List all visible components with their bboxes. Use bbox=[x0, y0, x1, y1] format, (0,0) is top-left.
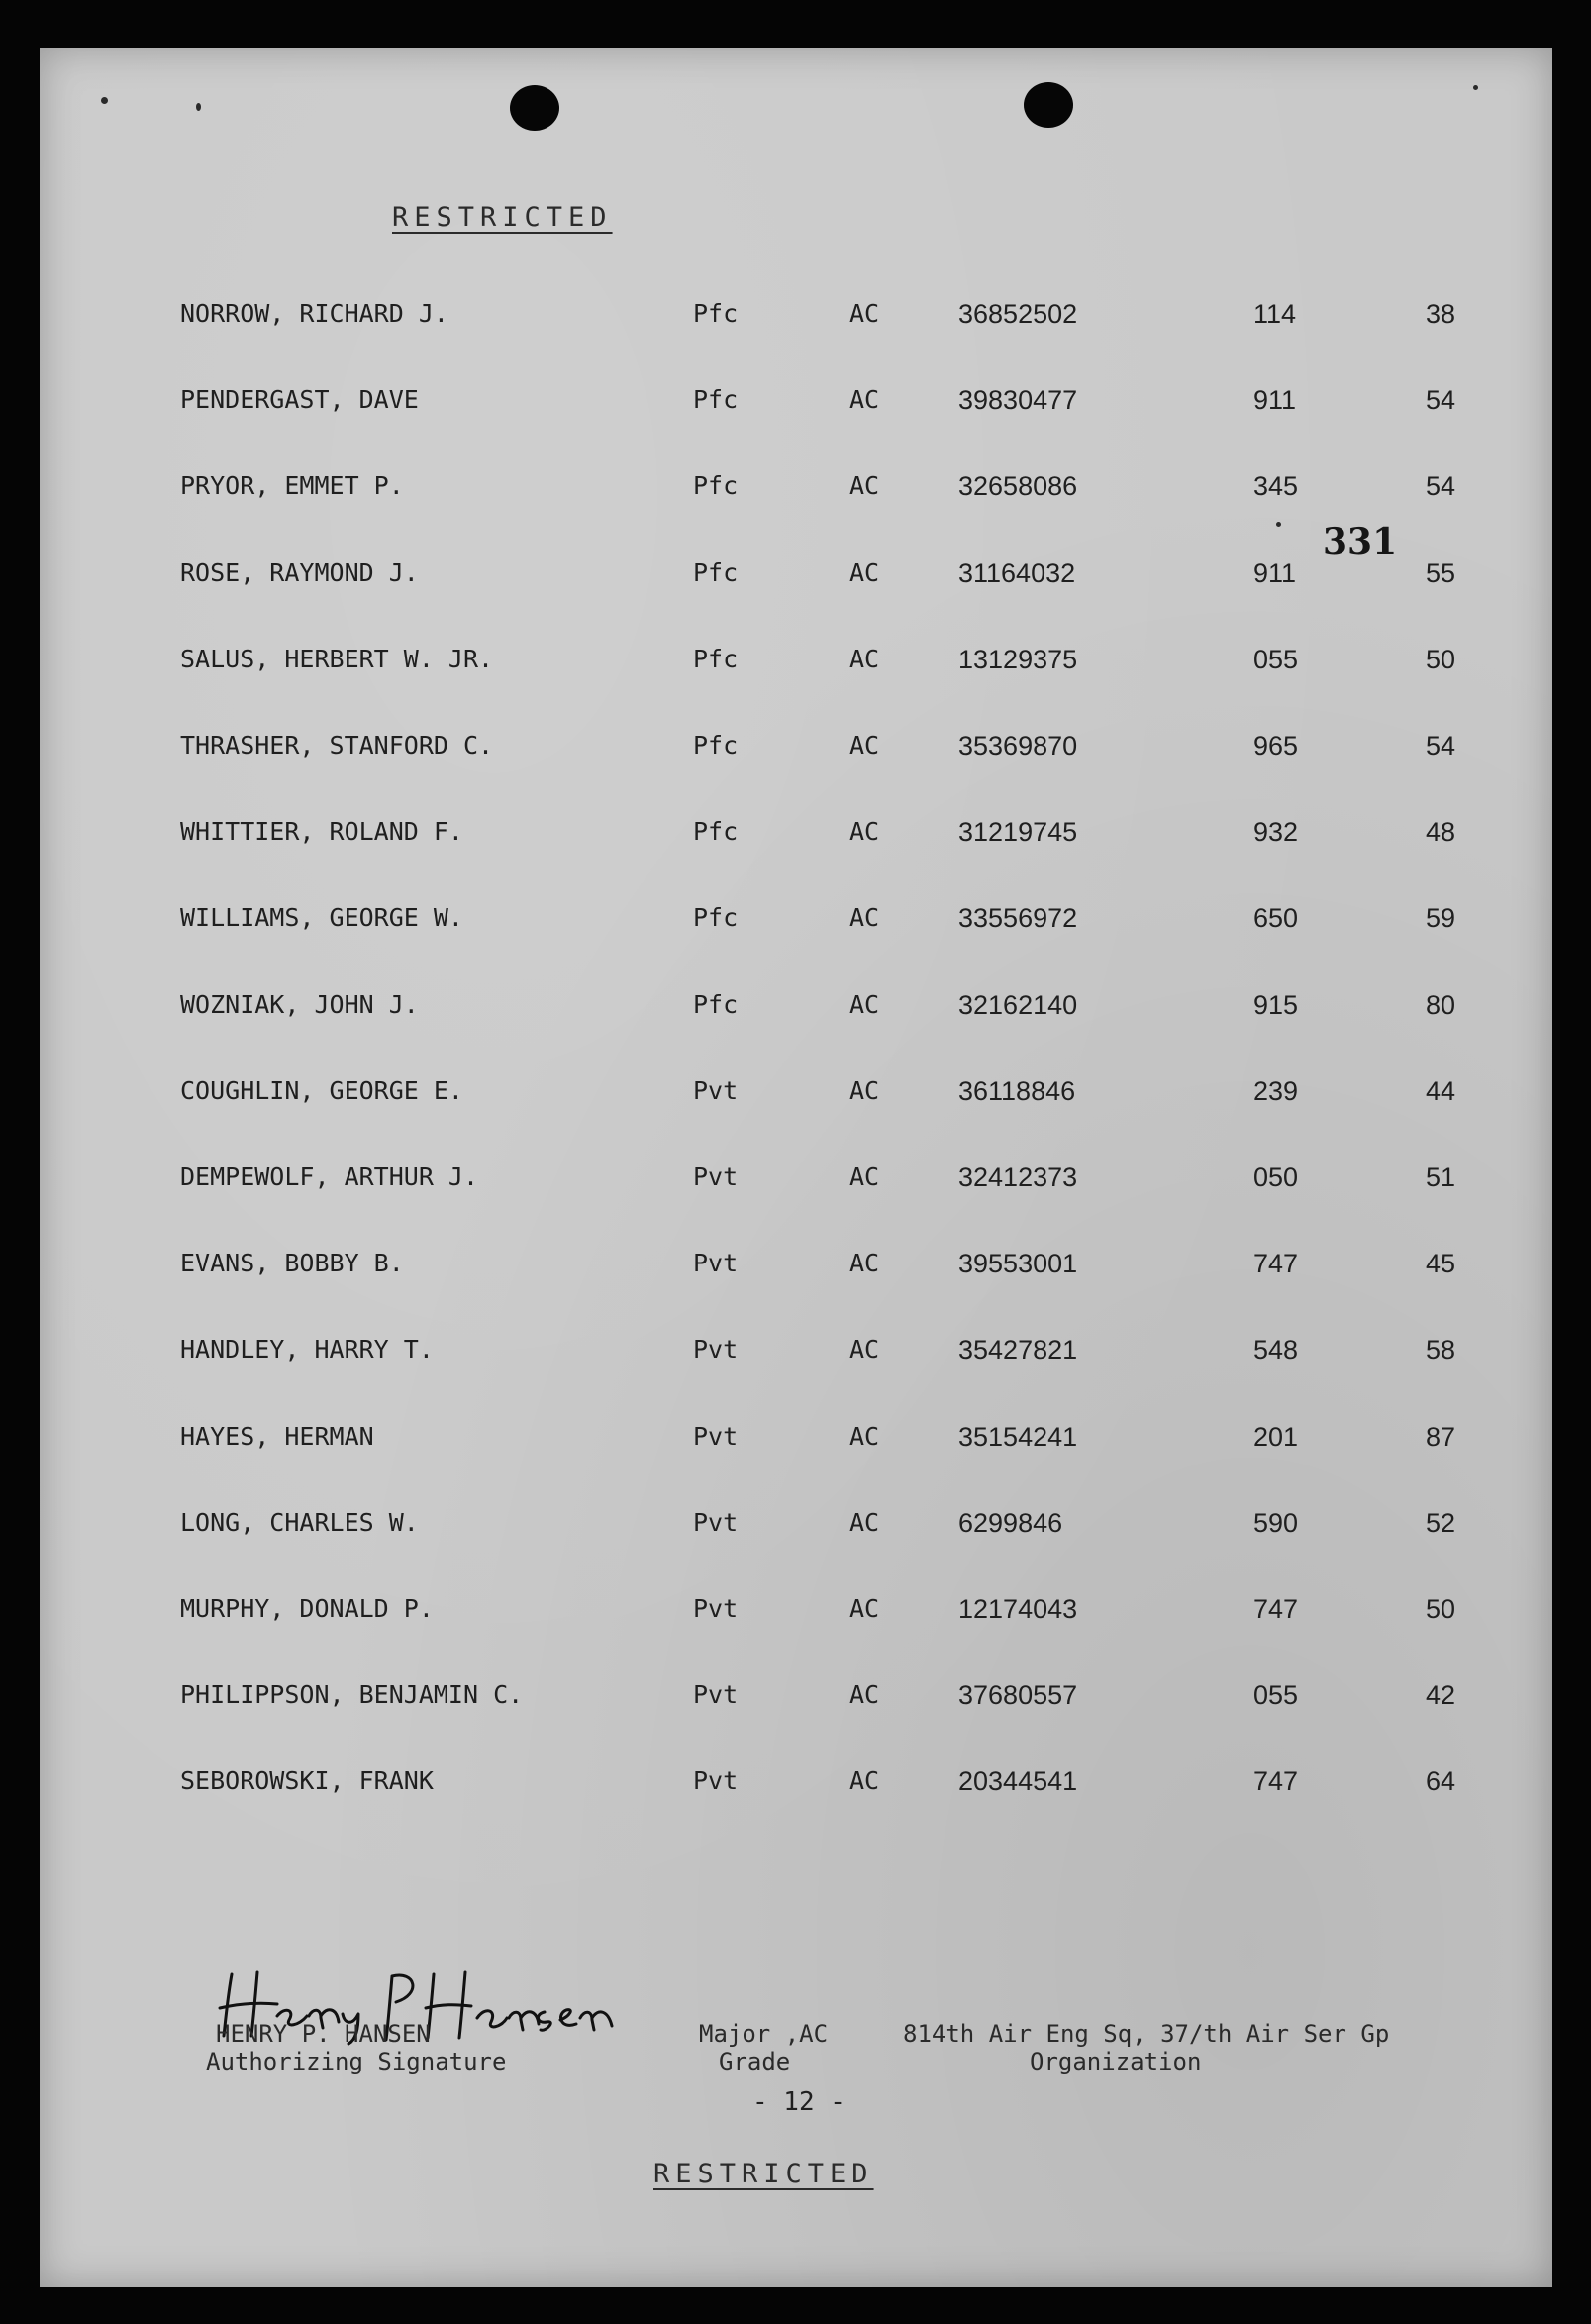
roster-grade: Pvt bbox=[693, 1508, 739, 1537]
roster-serial: 35154241 bbox=[958, 1422, 1078, 1452]
roster-score: 54 bbox=[1426, 471, 1456, 501]
roster-arm: AC bbox=[849, 903, 880, 932]
signer-grade: Major ,AC bbox=[699, 2020, 829, 2048]
roster-grade: Pfc bbox=[693, 817, 739, 846]
roster-grade: Pvt bbox=[693, 1594, 739, 1623]
roster-mos: 965 bbox=[1253, 731, 1299, 760]
roster-score: 50 bbox=[1426, 645, 1456, 674]
roster-score: 50 bbox=[1426, 1594, 1456, 1624]
punch-hole-left bbox=[510, 85, 559, 131]
roster-score: 87 bbox=[1426, 1422, 1456, 1452]
roster-serial: 20344541 bbox=[958, 1767, 1078, 1796]
roster-score: 64 bbox=[1426, 1767, 1456, 1796]
roster-mos: 239 bbox=[1253, 1076, 1299, 1106]
roster-name: COUGHLIN, GEORGE E. bbox=[180, 1076, 463, 1105]
roster-arm: AC bbox=[849, 558, 880, 587]
roster-grade: Pfc bbox=[693, 299, 739, 328]
header-classification: RESTRICTED bbox=[392, 202, 613, 233]
roster-score: 54 bbox=[1426, 731, 1456, 760]
page-number: - 12 - bbox=[752, 2087, 845, 2117]
roster-name: HANDLEY, HARRY T. bbox=[180, 1335, 434, 1364]
roster-row bbox=[0, 385, 1591, 425]
roster-mos: 055 bbox=[1253, 645, 1299, 674]
roster-arm: AC bbox=[849, 385, 880, 414]
roster-name: WHITTIER, ROLAND F. bbox=[180, 817, 463, 846]
roster-name: DEMPEWOLF, ARTHUR J. bbox=[180, 1162, 479, 1191]
roster-score: 44 bbox=[1426, 1076, 1456, 1106]
roster-name: ROSE, RAYMOND J. bbox=[180, 558, 419, 587]
roster-serial: 12174043 bbox=[958, 1594, 1078, 1624]
roster-name: THRASHER, STANFORD C. bbox=[180, 731, 494, 759]
roster-serial: 13129375 bbox=[958, 645, 1078, 674]
page-stamp-number: 331 bbox=[1323, 521, 1398, 562]
roster-score: 59 bbox=[1426, 903, 1456, 933]
roster-arm: AC bbox=[849, 299, 880, 328]
roster-row bbox=[0, 1680, 1591, 1720]
roster-arm: AC bbox=[849, 645, 880, 673]
roster-serial: 31164032 bbox=[958, 558, 1076, 588]
roster-name: LONG, CHARLES W. bbox=[180, 1508, 419, 1537]
roster-score: 58 bbox=[1426, 1335, 1456, 1364]
roster-serial: 6299846 bbox=[958, 1508, 1063, 1538]
roster-score: 48 bbox=[1426, 817, 1456, 847]
roster-name: WOZNIAK, JOHN J. bbox=[180, 990, 419, 1019]
roster-arm: AC bbox=[849, 471, 880, 500]
roster-grade: Pvt bbox=[693, 1249, 739, 1277]
roster-row bbox=[0, 1594, 1591, 1634]
roster-grade: Pvt bbox=[693, 1680, 739, 1709]
roster-score: 55 bbox=[1426, 558, 1456, 588]
roster-mos: 548 bbox=[1253, 1335, 1299, 1364]
roster-mos: 345 bbox=[1253, 471, 1299, 501]
roster-arm: AC bbox=[849, 1508, 880, 1537]
roster-arm: AC bbox=[849, 1162, 880, 1191]
roster-mos: 590 bbox=[1253, 1508, 1299, 1538]
roster-grade: Pfc bbox=[693, 990, 739, 1019]
roster-row bbox=[0, 1076, 1591, 1116]
roster-row bbox=[0, 299, 1591, 339]
roster-row bbox=[0, 903, 1591, 943]
roster-name: MURPHY, DONALD P. bbox=[180, 1594, 434, 1623]
roster-name: WILLIAMS, GEORGE W. bbox=[180, 903, 463, 932]
roster-mos: 201 bbox=[1253, 1422, 1299, 1452]
roster-score: 80 bbox=[1426, 990, 1456, 1020]
grade-caption: Grade bbox=[719, 2048, 791, 2075]
roster-grade: Pvt bbox=[693, 1076, 739, 1105]
roster-row bbox=[0, 1767, 1591, 1806]
roster-serial: 33556972 bbox=[958, 903, 1078, 933]
footer-classification: RESTRICTED bbox=[653, 2159, 874, 2189]
roster-mos: 650 bbox=[1253, 903, 1299, 933]
signer-organization: 814th Air Eng Sq, 37/th Air Ser Gp bbox=[903, 2020, 1390, 2048]
roster-score: 52 bbox=[1426, 1508, 1456, 1538]
roster-mos: 747 bbox=[1253, 1249, 1299, 1278]
roster-grade: Pvt bbox=[693, 1422, 739, 1451]
roster-arm: AC bbox=[849, 990, 880, 1019]
roster-arm: AC bbox=[849, 1249, 880, 1277]
roster-serial: 32412373 bbox=[958, 1162, 1078, 1192]
roster-grade: Pfc bbox=[693, 645, 739, 673]
roster-grade: Pfc bbox=[693, 471, 739, 500]
roster-name: SALUS, HERBERT W. JR. bbox=[180, 645, 494, 673]
ink-speck bbox=[196, 103, 201, 111]
roster-grade: Pfc bbox=[693, 385, 739, 414]
organization-caption: Organization bbox=[1030, 2048, 1202, 2075]
roster-serial: 35369870 bbox=[958, 731, 1078, 760]
roster-arm: AC bbox=[849, 1335, 880, 1364]
roster-row bbox=[0, 471, 1591, 511]
roster-row bbox=[0, 1422, 1591, 1462]
ink-speck bbox=[1473, 85, 1478, 90]
punch-hole-right bbox=[1024, 82, 1073, 128]
roster-arm: AC bbox=[849, 1076, 880, 1105]
roster-score: 45 bbox=[1426, 1249, 1456, 1278]
roster-grade: Pfc bbox=[693, 903, 739, 932]
roster-arm: AC bbox=[849, 817, 880, 846]
roster-score: 42 bbox=[1426, 1680, 1456, 1710]
roster-arm: AC bbox=[849, 1767, 880, 1795]
roster-grade: Pfc bbox=[693, 558, 739, 587]
roster-mos: 114 bbox=[1253, 299, 1297, 329]
roster-name: HAYES, HERMAN bbox=[180, 1422, 374, 1451]
typed-signer-name: HENRY P. HANSEN bbox=[216, 2020, 431, 2048]
roster-row bbox=[0, 1249, 1591, 1288]
ink-speck bbox=[1276, 522, 1281, 527]
roster-mos: 050 bbox=[1253, 1162, 1299, 1192]
roster-mos: 932 bbox=[1253, 817, 1299, 847]
roster-serial: 36118846 bbox=[958, 1076, 1076, 1106]
roster-mos: 747 bbox=[1253, 1767, 1299, 1796]
roster-row bbox=[0, 1335, 1591, 1374]
roster-serial: 39830477 bbox=[958, 385, 1078, 415]
roster-name: PRYOR, EMMET P. bbox=[180, 471, 404, 500]
roster-name: PHILIPPSON, BENJAMIN C. bbox=[180, 1680, 524, 1709]
roster-name: NORROW, RICHARD J. bbox=[180, 299, 448, 328]
roster-grade: Pvt bbox=[693, 1767, 739, 1795]
roster-arm: AC bbox=[849, 1422, 880, 1451]
roster-serial: 36852502 bbox=[958, 299, 1078, 329]
roster-name: PENDERGAST, DAVE bbox=[180, 385, 419, 414]
roster-mos: 055 bbox=[1253, 1680, 1299, 1710]
roster-mos: 747 bbox=[1253, 1594, 1299, 1624]
roster-arm: AC bbox=[849, 731, 880, 759]
roster-serial: 31219745 bbox=[958, 817, 1078, 847]
roster-row bbox=[0, 990, 1591, 1030]
roster-row bbox=[0, 645, 1591, 684]
roster-grade: Pfc bbox=[693, 731, 739, 759]
roster-row bbox=[0, 558, 1591, 598]
roster-grade: Pvt bbox=[693, 1162, 739, 1191]
roster-score: 38 bbox=[1426, 299, 1456, 329]
roster-score: 51 bbox=[1426, 1162, 1456, 1192]
roster-serial: 35427821 bbox=[958, 1335, 1078, 1364]
roster-row bbox=[0, 1162, 1591, 1202]
ink-speck bbox=[101, 97, 108, 104]
roster-score: 54 bbox=[1426, 385, 1456, 415]
roster-row bbox=[0, 731, 1591, 770]
roster-name: EVANS, BOBBY B. bbox=[180, 1249, 404, 1277]
roster-serial: 37680557 bbox=[958, 1680, 1078, 1710]
signature-caption: Authorizing Signature bbox=[206, 2048, 507, 2075]
roster-serial: 32658086 bbox=[958, 471, 1078, 501]
roster-name: SEBOROWSKI, FRANK bbox=[180, 1767, 434, 1795]
roster-mos: 911 bbox=[1253, 558, 1297, 588]
roster-arm: AC bbox=[849, 1594, 880, 1623]
roster-arm: AC bbox=[849, 1680, 880, 1709]
roster-row bbox=[0, 817, 1591, 857]
roster-row bbox=[0, 1508, 1591, 1548]
roster-serial: 39553001 bbox=[958, 1249, 1078, 1278]
roster-serial: 32162140 bbox=[958, 990, 1078, 1020]
roster-grade: Pvt bbox=[693, 1335, 739, 1364]
roster-mos: 911 bbox=[1253, 385, 1297, 415]
roster-mos: 915 bbox=[1253, 990, 1299, 1020]
